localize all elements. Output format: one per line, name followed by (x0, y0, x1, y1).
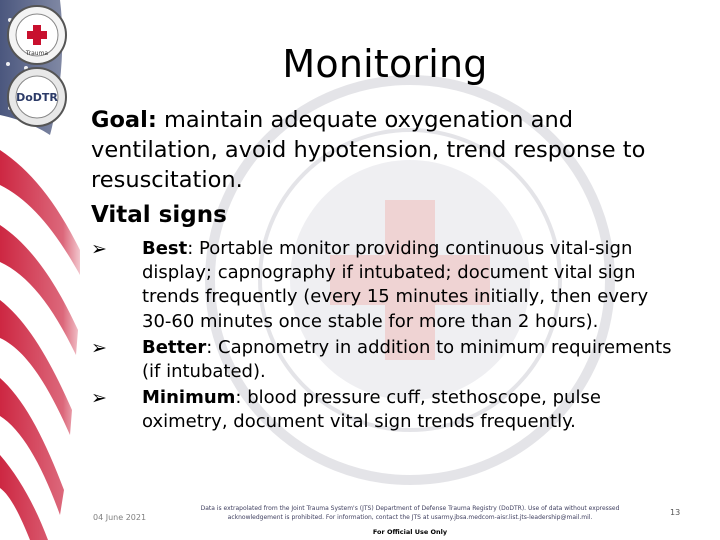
footer-disclaimer (190, 504, 630, 522)
fouo-label: For Official Use Only (372, 528, 448, 536)
goal-label: Goal: (91, 107, 157, 133)
tier-text: : Capnometry in addition to minimum requirements (if intubated). (142, 336, 672, 383)
tier-text: : blood pressure cuff, stethoscope, pulse oximetry, document vital sign trends frequently. (142, 387, 601, 433)
tier-label: Better (142, 336, 207, 358)
list-item (91, 386, 681, 434)
disclaimer-line-2: acknowledgement is prohibited. For information, contact the JTS at usarmy.jbsa.medcom-aisr.list.jts-leadership@mail.mil. (227, 514, 593, 521)
dodtr-logo (6, 66, 68, 128)
dodtr-logo-text: DoDTR (16, 91, 58, 104)
goal-text: maintain adequate oxygenation and ventilation, avoid hypotension, trend response to resuscitation. (91, 107, 646, 193)
trauma-logo-text: Trauma (25, 50, 49, 57)
disclaimer-line-1: Data is extrapolated from the Joint Trauma System's (JTS) Department of Defense Trauma Registry (DoDTR). Use of data without expressed (200, 505, 620, 512)
tier-label: Best (142, 238, 188, 259)
list-item (91, 336, 681, 384)
vital-signs-heading: Vital signs (91, 202, 227, 228)
page-number: 13 (670, 508, 681, 517)
goal-paragraph (91, 105, 681, 195)
arrow-bullet-icon: ➢ (91, 336, 107, 359)
arrow-bullet-icon: ➢ (91, 387, 107, 410)
footer-date: 04 June 2021 (93, 513, 147, 522)
vital-signs-list (91, 237, 681, 435)
tier-label: Minimum (142, 387, 236, 409)
slide-title: Monitoring (282, 42, 488, 86)
slide-content (91, 105, 681, 437)
trauma-system-logo (6, 4, 68, 66)
tier-text: : Portable monitor providing continuous vital-sign display; capnography if intubated; document vital sign trends frequently (every 15 minutes initially, then every 30-60 minutes once stable for more than 2 hours). (142, 238, 649, 332)
list-item (91, 237, 681, 334)
arrow-bullet-icon: ➢ (91, 238, 107, 260)
